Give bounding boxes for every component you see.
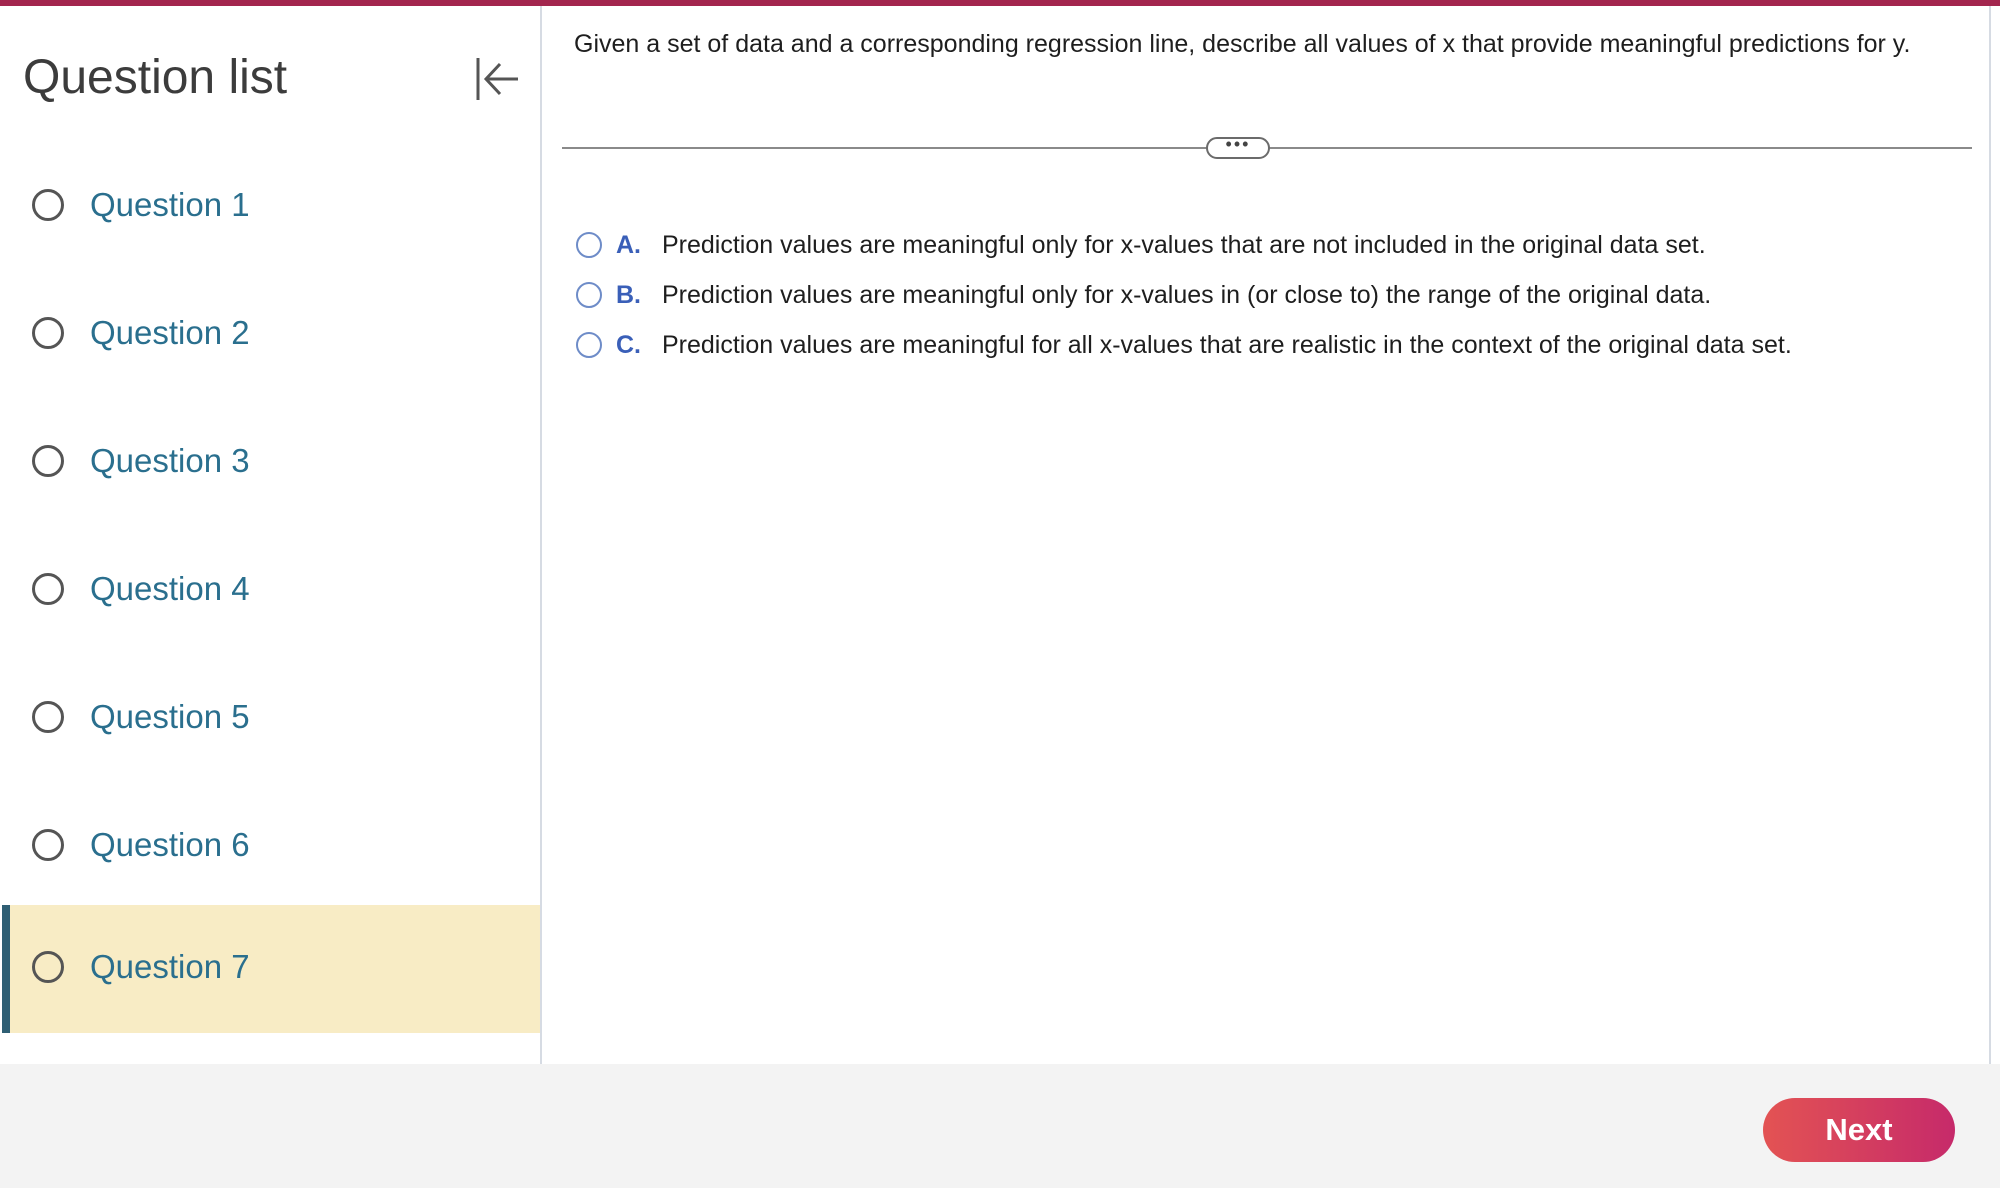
question-panel [542,6,1988,1064]
question-status-radio-icon [32,951,64,983]
question-status-radio-icon [32,189,64,221]
sidebar-item-question-1[interactable] [2,143,540,271]
sidebar-item-label: Question 7 [90,948,250,985]
expand-more-button[interactable]: ••• [1206,137,1270,159]
sidebar-item-question-5[interactable] [2,655,540,783]
sidebar-item-question-7[interactable] [2,905,540,1033]
question-prompt: Given a set of data and a corresponding regression line, describe all values of x that provide meaningful predictions for y. [574,30,1911,58]
next-button[interactable]: Next [1763,1098,1955,1162]
sidebar-item-label: Question 1 [90,186,250,223]
option-text: Prediction values are meaningful for all x-values that are realistic in the context of the original data set. [662,331,1792,359]
sidebar-item-label: Question 5 [90,698,250,735]
option-text: Prediction values are meaningful only for x-values in (or close to) the range of the original data. [662,281,1712,309]
question-status-radio-icon [32,573,64,605]
sidebar-item-question-4[interactable] [2,527,540,655]
option-letter: A. [616,231,641,259]
collapse-sidebar-button[interactable] [470,52,524,106]
sidebar-item-label: Question 6 [90,826,250,863]
answer-option-c[interactable] [576,326,1976,366]
collapse-left-icon [470,52,524,106]
option-letter: C. [616,331,641,359]
answer-option-a[interactable] [576,226,1976,266]
question-status-radio-icon [32,701,64,733]
question-status-radio-icon [32,317,64,349]
sidebar-item-label: Question 2 [90,314,250,351]
question-status-radio-icon [32,829,64,861]
sidebar-item-label: Question 3 [90,442,250,479]
answer-option-b[interactable] [576,276,1976,316]
question-status-radio-icon [32,445,64,477]
answer-radio[interactable] [576,282,602,308]
option-text: Prediction values are meaningful only for x-values that are not included in the original data set. [662,231,1706,259]
option-letter: B. [616,281,641,309]
sidebar-item-label: Question 4 [90,570,250,607]
answer-radio[interactable] [576,332,602,358]
answer-radio[interactable] [576,232,602,258]
sidebar-item-question-6[interactable] [2,783,540,911]
sidebar-item-question-3[interactable] [2,399,540,527]
sidebar-item-question-2[interactable] [2,271,540,399]
footer-bar [0,1064,2000,1188]
panel-border [1989,6,1991,1064]
question-list-sidebar [2,6,542,1064]
sidebar-title: Question list [23,51,288,104]
